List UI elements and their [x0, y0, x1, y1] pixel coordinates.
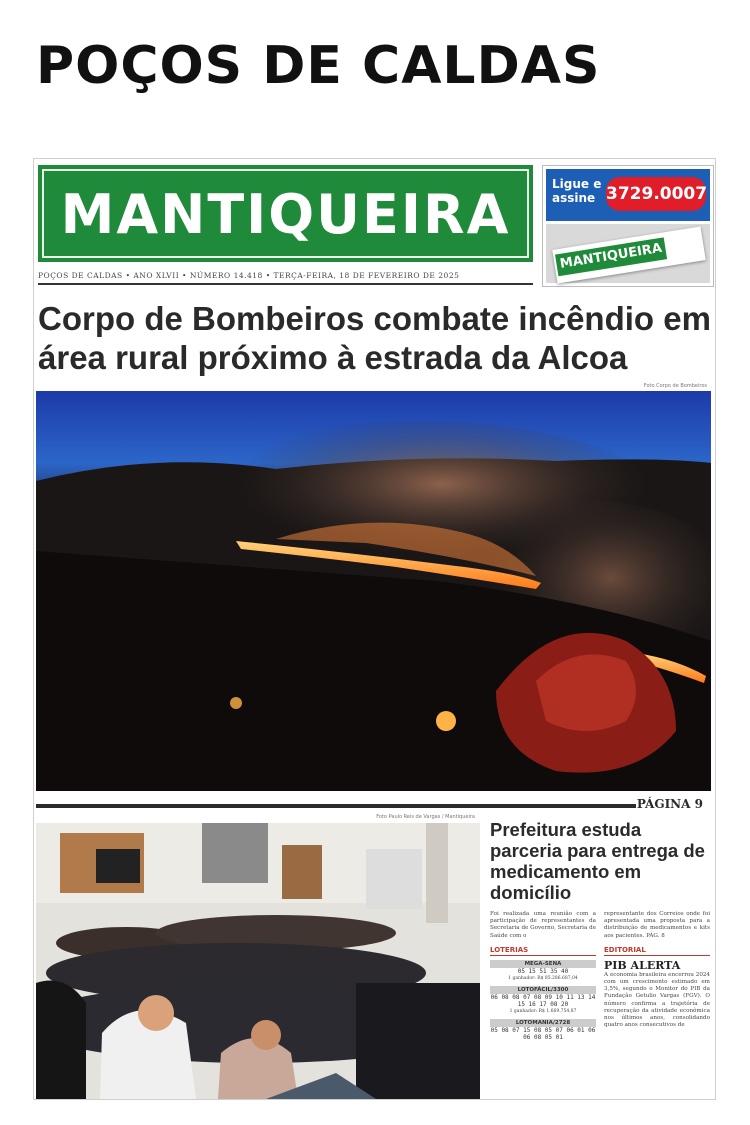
ad-label-line1: Ligue e — [552, 177, 602, 191]
newspaper-logo: MANTIQUEIRA — [60, 183, 511, 246]
lottery-numbers: 05 15 51 35 40 — [517, 967, 569, 975]
photo-credit: Foto Corpo de Bombeiros — [643, 383, 707, 389]
ad-label-line2: assine — [552, 191, 596, 205]
divider — [38, 283, 533, 285]
mini-newspaper-image — [552, 226, 705, 283]
lottery-numbers: 06 08 08 07 08 09 10 11 13 14 15 16 17 08 20 — [490, 994, 596, 1009]
main-headline: Corpo de Bombeiros combate incêndio em área rural próximo à estrada da Alcoa — [38, 300, 711, 376]
lottery-note: 1 ganhador: R$ 1.669.754,87 — [509, 1009, 577, 1015]
mini-logo: MANTIQUEIRA — [555, 237, 667, 276]
editorial-title: EDITORIAL — [604, 946, 710, 956]
meeting-photo — [36, 823, 480, 1099]
lottery-numbers: 05 08 07 15 08 05 07 06 01 06 06 08 05 01 — [490, 1027, 596, 1042]
dateline: POÇOS DE CALDAS • ANO XLVII • NÚMERO 14.418 • TERÇA-FEIRA, 18 DE FEVEREIRO DE 2025 — [38, 271, 460, 280]
text-columns — [490, 911, 712, 1096]
divider — [36, 804, 636, 808]
editorial-heading: PIB ALERTA — [604, 958, 681, 972]
loterias-title: LOTERIAS — [490, 946, 596, 956]
subscription-ad — [542, 165, 714, 287]
lottery-note: 1 ganhador: R$ 85.286.687,04 — [508, 975, 578, 981]
lottery-name: LOTOMANIA/2728 — [490, 1019, 596, 1027]
editorial-text: A economia brasileira encerrou 2024 com um crescimento estimado em 3,5%, segundo o Monitor do PIB da Fundação Getulio Vargas (FGV). O número confirma a trajetória de recuperação da atividade econômica nos últimos anos, consolidando quatro anos consecutivos de — [604, 971, 710, 1029]
lottery-name: MEGA-SENA — [490, 960, 596, 968]
ad-phone-number: 3729.0007 — [606, 177, 706, 211]
story-text-col2: representante dos Correios onde foi apresentada uma proposta para a distribuição de medicamentos e kits aos pacientes. PÁG. 8 — [604, 911, 710, 939]
story-text-col1: Foi realizada uma reunião com a participação de representantes da Secretaria de Governo, Secretaria de Saúde com o — [490, 911, 596, 939]
second-headline: Prefeitura estuda parceria para entrega de medicamento em domicílio — [490, 819, 705, 903]
page-title: POÇOS DE CALDAS — [36, 36, 601, 96]
second-story — [490, 819, 714, 903]
photo-credit-2: Foto Paulo Reis de Vargas / Mantiqueira — [376, 814, 475, 820]
fire-photo — [36, 391, 711, 791]
newspaper-front-page[interactable] — [33, 158, 716, 1100]
masthead — [38, 165, 533, 262]
page-reference: PÁGINA 9 — [636, 797, 703, 811]
lottery-name: LOTOFÁCIL/3300 — [490, 986, 596, 994]
